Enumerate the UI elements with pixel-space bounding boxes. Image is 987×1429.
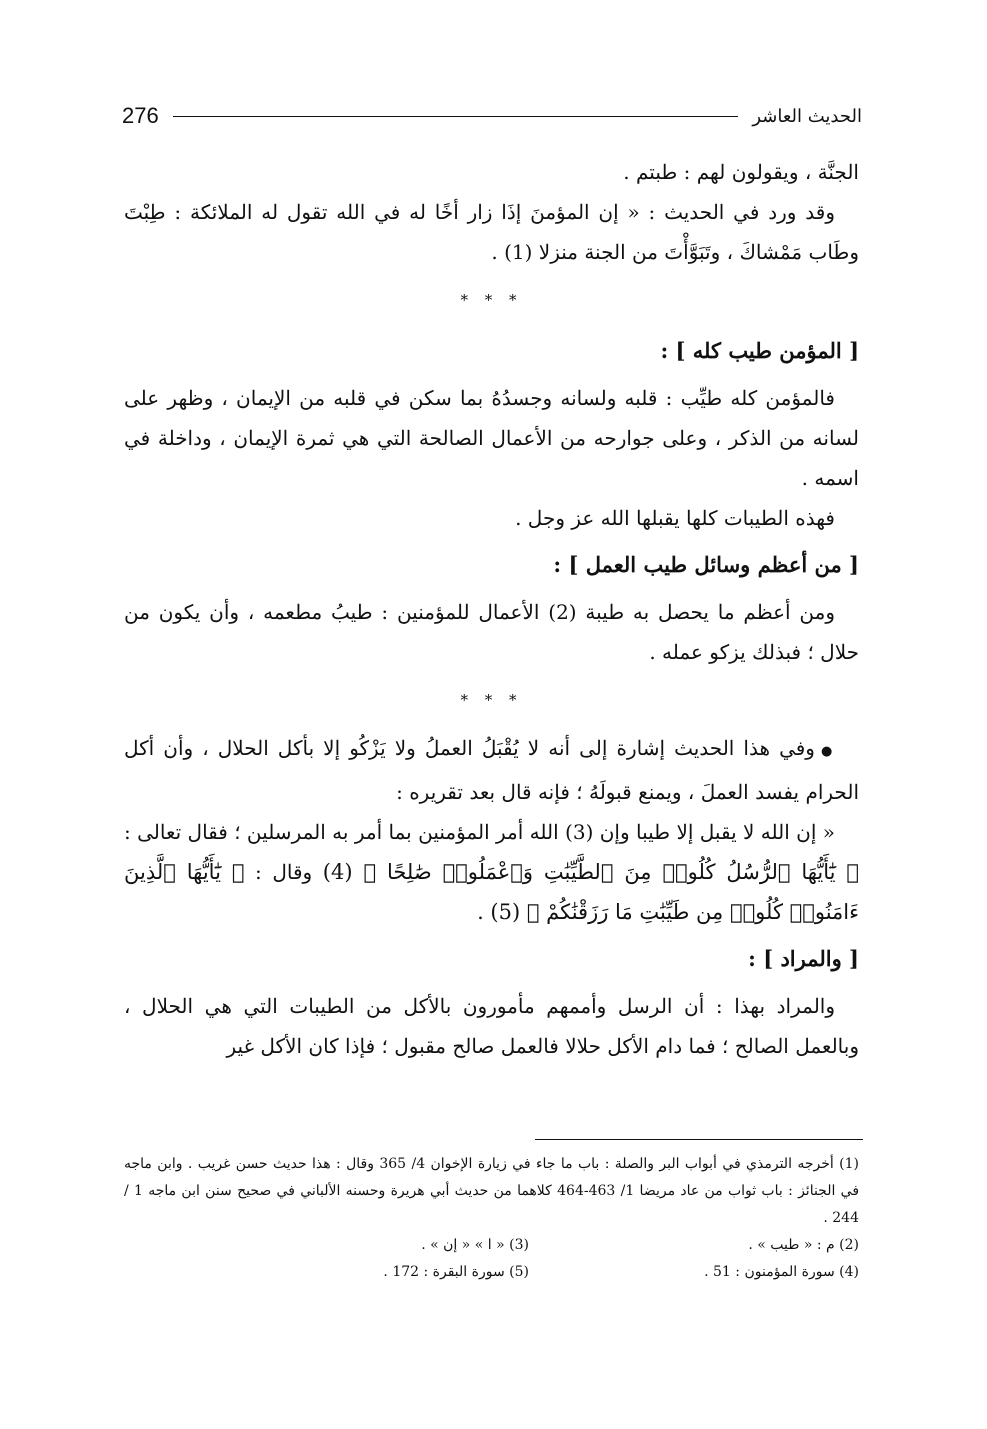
quran-verse-2: ﴿ يَٰٓأَيُّهَا ٱلَّذِينَ ءَامَنُوا۟ كُلُوا۟ مِن طَيِّبَٰتِ مَا رَزَقْنَٰكُمْ ﴾ (5) . xyxy=(124,860,859,924)
footnote-4: (4) سورة المؤمنون : 51 . xyxy=(704,1264,859,1280)
page-header xyxy=(122,96,862,136)
said-text: وقال : xyxy=(255,860,313,884)
footnote-3: (3) « ا » « إن » . xyxy=(421,1237,529,1253)
paragraph-2: وقد ورد في الحديث : « إن المؤمنَ إذَا زار أخًا له في الله تقول له الملائكة : طِبْتَ وطَاب مَمْشاكَ ، وتَبَوَّأْتَ من الجنة منزلا (1) . xyxy=(124,200,859,264)
hadith-quote: « إن الله لا يقبل إلا طيبا وإن (3) الله أمر المؤمنين بما أمر به المرسلين ؛ فقال تعالى : xyxy=(124,820,835,844)
paragraph-5: ومن أعظم ما يحصل به طيبة (2) الأعمال للمؤمنين : طيبُ مطعمه ، وأن يكون من حلال ؛ فبذلك يزكو عمله . xyxy=(124,600,859,664)
paragraph-6: ● وفي هذا الحديث إشارة إلى أنه لا يُقْبَلُ العملُ ولا يَزْكُو إلا بأكل الحلال ، وأن أكل الحرام يفسد العملَ ، ويمنع قبولَهُ ؛ فإنه قال بعد تقريره : xyxy=(124,728,859,812)
footnote-rule xyxy=(535,1139,863,1140)
header-rule xyxy=(173,116,739,117)
heading-good-deeds: [ من أعظم وسائل طيب العمل ] : xyxy=(553,552,859,577)
paragraph-8: والمراد بهذا : أن الرسل وأممهم مأمورون بالأكل من الطيبات التي هي الحلال ، وبالعمل الصالح ؛ فما دام الأكل حلالا فالعمل صالح مقبول ؛ فإذا كان الأكل غير xyxy=(124,994,859,1058)
footnote-row xyxy=(124,1259,859,1286)
paragraph-4: فهذه الطيبات كلها يقبلها الله عز وجل . xyxy=(515,506,835,530)
paragraph-3: فالمؤمن كله طيِّب : قلبه ولسانه وجسدُهُ بما سكن في قلبه من الإيمان ، وظهر على لسانه من الذكر ، وعلى جوارحه من الأعمال الصالحة التي هي ثمرة الإيمان ، وداخلة في اسمه . xyxy=(124,386,859,490)
section-divider: * * * xyxy=(460,291,523,309)
footnote-2: (2) م : « طيب » . xyxy=(748,1237,859,1253)
footnote-5: (5) سورة البقرة : 172 . xyxy=(383,1264,529,1280)
footnote-1: (1) أخرجه الترمذي في أبواب البر والصلة : باب ما جاء في زيارة الإخوان 4/ 365 وقال : هذا حديث حسن غريب . وابن ماجه في الجنائز : باب ثواب من عاد مريضا 1/ 463-464 كلاهما من حديث أبي هريرة وحسنه الألباني في صحيح سنن ابن ماجه 1 / 244 . xyxy=(124,1156,860,1226)
main-text xyxy=(124,152,859,1066)
footnotes xyxy=(124,1151,859,1286)
section-divider: * * * xyxy=(460,691,523,709)
footnote-row xyxy=(124,1232,859,1259)
running-title: الحديث العاشر xyxy=(752,105,862,127)
paragraph-1: الجنَّة ، ويقولون لهم : طبتم . xyxy=(623,160,859,184)
quran-verse-1: ﴿ يَٰٓأَيُّهَا ٱلرُّسُلُ كُلُوا۟ مِنَ ٱلطَّيِّبَٰتِ وَٱعْمَلُوا۟ صَٰلِحًا ﴾ (4) xyxy=(322,860,860,884)
page-number: 276 xyxy=(122,103,159,128)
heading-meaning: [ والمراد ] : xyxy=(748,946,859,971)
paragraph-7 xyxy=(124,812,859,932)
heading-believer-good: [ المؤمن طيب كله ] : xyxy=(660,338,859,363)
